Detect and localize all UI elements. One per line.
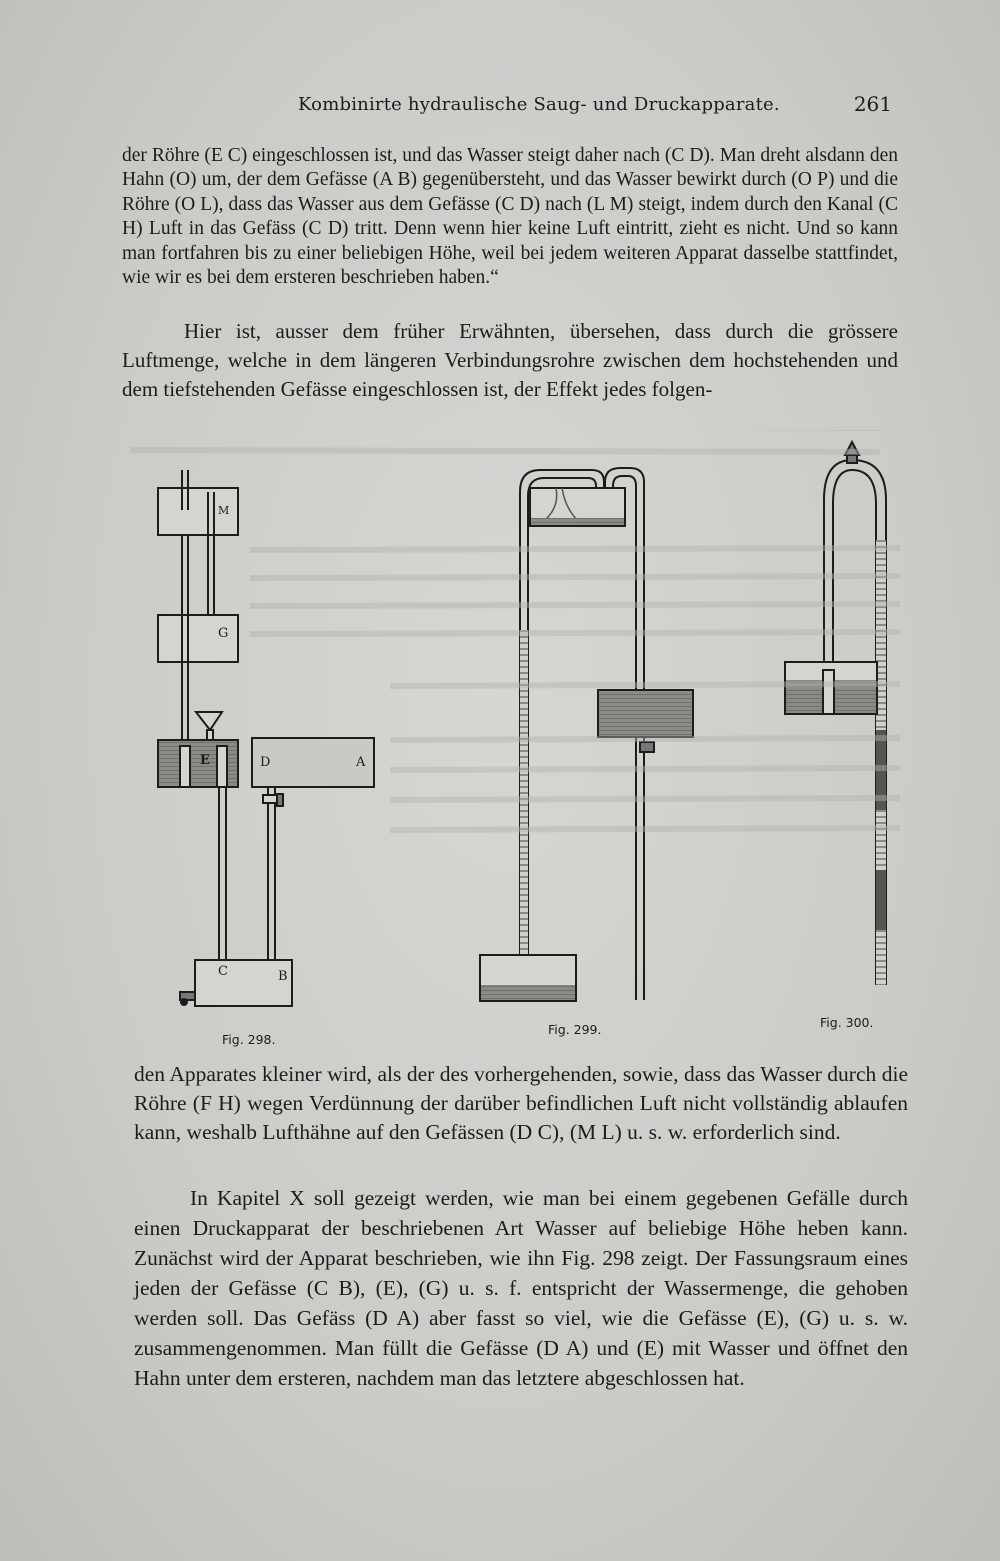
paragraph-3: den Apparates kleiner wird, als der des vorhergehenden, sowie, dass das Wasser durch die Röhre (F H) wegen Verdünnung der darüber befindlichen Luft nicht vollständig ablaufen kann, weshalb Lufthähne auf den Gefässen (D C), (M L) u. s. w. erforderlich sind. bbox=[134, 1062, 908, 1144]
page-number: 261 bbox=[853, 92, 892, 116]
caption-fig-298: Fig. 298. bbox=[222, 1032, 276, 1047]
label-E: E bbox=[200, 753, 210, 768]
label-G: G bbox=[218, 626, 229, 641]
label-C: C bbox=[218, 964, 228, 979]
paragraph-2: Hier ist, ausser dem früher Erwähnten, übersehen, dass durch die grössere Luftmenge, welche in dem längeren Verbindungsrohre zwischen dem hochstehenden und dem tiefstehenden Gefässe eingeschlossen ist, der Effekt jedes folgen- bbox=[122, 319, 898, 401]
figures-illustration bbox=[0, 430, 1000, 1070]
bleed-through-text bbox=[130, 430, 900, 830]
running-header bbox=[130, 92, 900, 122]
label-D: D bbox=[260, 755, 271, 770]
label-B: B bbox=[278, 969, 288, 984]
label-M: M bbox=[218, 504, 230, 517]
running-title: Kombinirte hydraulische Saug- und Druckapparate. bbox=[298, 94, 780, 115]
figures-area bbox=[0, 430, 1000, 1070]
caption-fig-299: Fig. 299. bbox=[548, 1022, 602, 1037]
label-A: A bbox=[356, 755, 366, 770]
paragraph-4: In Kapitel X soll gezeigt werden, wie man bei einem gegebenen Gefälle durch einen Druckapparat der beschriebenen Art Wasser auf beliebige Höhe heben kann. Zunächst wird der Apparat beschrieben, wie ihn Fig. 298 zeigt. Der Fassungsraum eines jeden der Gefässe (C B), (E), (G) u. s. f. entspricht der Wassermenge, die gehoben werden soll. Das Gefäss (D A) aber fasst so viel, wie die Gefässe (E), (G) u. s. w. zusammengenommen. Man füllt die Gefässe (D A) und (E) mit Wasser und öffnet den Hahn unter dem ersteren, nachdem man das letztere abgeschlossen hat. bbox=[134, 1186, 908, 1390]
paragraph-1: der Röhre (E C) eingeschlossen ist, und das Wasser steigt daher nach (C D). Man dreht alsdann den Hahn (O) um, der dem Gefässe (A B) gegenübersteht, und das Wasser bewirkt durch (O P) und die Röhre (O L), dass das Wasser aus dem Gefässe (C D) nach (L M) steigt, indem durch den Kanal (C H) Luft in das Gefäss (C D) tritt. Denn wenn hier keine Luft eintritt, zieht es nicht. Und so kann man fortfahren bis zu einer beliebigen Höhe, weil bei jedem weiteren Apparat dasselbe stattfindet, wie wir es bei dem ersteren beschrieben haben.“ bbox=[122, 145, 898, 289]
caption-fig-300: Fig. 300. bbox=[820, 1015, 874, 1030]
fig-300-drawing bbox=[785, 442, 886, 985]
